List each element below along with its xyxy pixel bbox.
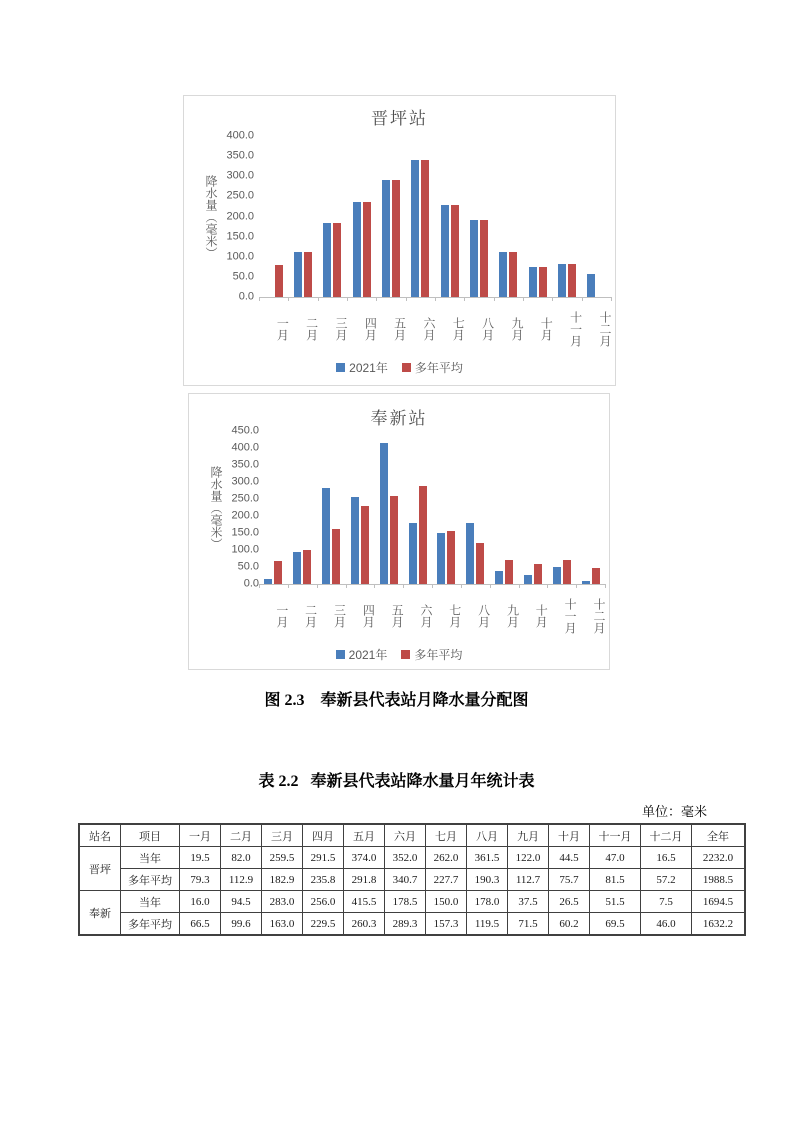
table-header-cell: 八月 [467,824,508,847]
bar-2021年 [553,567,561,585]
bar-group [288,136,317,297]
x-tick-label: 十月 [534,604,549,628]
axis-tick [552,297,553,301]
bar-2021年 [499,252,507,297]
x-tick-label: 六月 [421,317,436,341]
x-axis-labels [259,591,605,641]
bar-多年平均 [304,252,312,297]
bar-2021年 [587,274,595,297]
table-header-cell: 全年 [692,824,746,847]
legend-swatch [336,363,345,372]
table-header-cell: 站名 [79,824,121,847]
bar-2021年 [558,264,566,297]
axis-tick [403,584,404,588]
bar-2021年 [437,533,445,584]
table-header-cell: 七月 [426,824,467,847]
axis-tick [582,297,583,301]
bar-多年平均 [447,531,455,584]
chart-box-fengxin-station [188,393,610,670]
bar-group [376,136,405,297]
value-cell: 26.5 [549,891,590,913]
value-cell: 81.5 [590,869,641,891]
value-cell: 178.5 [385,891,426,913]
value-cell: 57.2 [641,869,692,891]
bar-group [547,431,576,584]
table-header-cell: 十二月 [641,824,692,847]
bar-多年平均 [563,560,571,584]
x-tick-label: 十一月 [568,311,583,347]
bar-2021年 [441,205,449,297]
axis-tick [435,297,436,301]
bar-多年平均 [421,160,429,297]
x-tick-label: 二月 [304,317,319,341]
value-cell: 99.6 [221,913,262,936]
table-header-cell: 一月 [180,824,221,847]
value-cell: 7.5 [641,891,692,913]
bar-group [288,431,317,584]
rainfall-statistics-table [78,823,746,936]
x-tick-label: 五月 [390,604,405,628]
y-axis-tick-labels [214,129,254,303]
x-tick-label: 七月 [451,317,466,341]
value-cell: 260.3 [344,913,385,936]
bar-group [406,136,435,297]
value-cell: 71.5 [508,913,549,936]
bar-2021年 [380,443,388,584]
y-tick-label: 50.0 [232,270,254,283]
item-cell: 当年 [121,891,180,913]
bar-group [461,431,490,584]
value-cell: 112.7 [508,869,549,891]
table-row [79,847,745,869]
axis-tick [605,584,606,588]
x-axis-ticks [259,584,605,588]
bar-group [435,136,464,297]
bar-group [490,431,519,584]
x-tick-label: 九月 [509,317,524,341]
x-axis-labels [259,304,611,354]
x-tick-label: 十一月 [563,598,578,634]
bar-多年平均 [509,252,517,297]
bar-多年平均 [392,180,400,297]
bar-group [318,136,347,297]
legend-label: 多年平均 [414,361,463,375]
value-cell: 51.5 [590,891,641,913]
bar-多年平均 [505,560,513,584]
value-cell: 291.8 [344,869,385,891]
axis-tick [288,584,289,588]
axis-tick [346,584,347,588]
value-cell: 150.0 [426,891,467,913]
bar-多年平均 [361,506,369,584]
value-cell: 94.5 [221,891,262,913]
value-cell: 2232.0 [692,847,746,869]
x-tick-label: 六月 [418,604,433,628]
legend-label: 2021年 [349,361,388,375]
x-tick-label: 一月 [275,317,290,341]
table-row [79,869,745,891]
x-tick-label: 八月 [476,604,491,628]
bar-group [317,431,346,584]
item-cell: 当年 [121,847,180,869]
y-tick-label: 150.0 [226,230,254,243]
y-tick-label: 350.0 [226,149,254,162]
unit-label: 单位：毫米 [641,804,707,819]
value-cell: 79.3 [180,869,221,891]
table-header-cell: 四月 [303,824,344,847]
x-tick-label: 三月 [333,317,348,341]
axis-tick [376,297,377,301]
table-row [79,913,745,936]
chart-title: 晋坪站 [371,109,428,128]
axis-tick [464,297,465,301]
value-cell: 69.5 [590,913,641,936]
bar-多年平均 [451,205,459,297]
item-cell: 多年平均 [121,913,180,936]
value-cell: 37.5 [508,891,549,913]
value-cell: 262.0 [426,847,467,869]
value-cell: 82.0 [221,847,262,869]
value-cell: 291.5 [303,847,344,869]
value-cell: 47.0 [590,847,641,869]
value-cell: 122.0 [508,847,549,869]
x-tick-label: 八月 [480,317,495,341]
table-header [79,824,745,847]
y-tick-label: 300.0 [231,475,259,488]
axis-tick [432,584,433,588]
bar-group [403,431,432,584]
bar-多年平均 [534,564,542,584]
bar-2021年 [524,575,532,584]
value-cell: 352.0 [385,847,426,869]
bar-group [582,136,611,297]
item-cell: 多年平均 [121,869,180,891]
legend-swatch [336,650,345,659]
y-tick-label: 0.0 [238,290,254,303]
x-tick-label: 十月 [539,317,554,341]
bar-多年平均 [568,264,576,297]
bar-group [374,431,403,584]
y-tick-label: 150.0 [231,526,259,539]
value-cell: 16.5 [641,847,692,869]
y-tick-label: 450.0 [231,424,259,437]
axis-tick [523,297,524,301]
table-caption: 表 2.2 奉新县代表站降水量月年统计表 [258,773,535,790]
bar-group [432,431,461,584]
bar-group [494,136,523,297]
table-row [79,891,745,913]
bar-group [345,431,374,584]
value-cell: 157.3 [426,913,467,936]
table-header-cell: 十月 [549,824,590,847]
axis-tick [259,584,260,588]
value-cell: 289.3 [385,913,426,936]
y-tick-label: 100.0 [226,250,254,263]
value-cell: 229.5 [303,913,344,936]
value-cell: 1988.5 [692,869,746,891]
y-tick-label: 350.0 [231,458,259,471]
bar-2021年 [529,267,537,297]
bar-多年平均 [333,223,341,297]
axis-tick [494,297,495,301]
value-cell: 227.7 [426,869,467,891]
x-axis-ticks [259,297,611,301]
station-cell: 奉新 [79,891,121,936]
figure-caption: 图 2.3 奉新县代表站月降水量分配图 [264,692,529,709]
bar-group [259,431,288,584]
bar-2021年 [466,523,474,584]
value-cell: 182.9 [262,869,303,891]
x-tick-label: 九月 [505,604,520,628]
table-header-cell: 五月 [344,824,385,847]
x-tick-label: 五月 [392,317,407,341]
value-cell: 259.5 [262,847,303,869]
bar-2021年 [294,252,302,297]
axis-tick [547,584,548,588]
table-header-cell: 三月 [262,824,303,847]
value-cell: 75.7 [549,869,590,891]
table-body [79,847,745,936]
axis-tick [317,584,318,588]
bar-group [552,136,581,297]
value-cell: 1694.5 [692,891,746,913]
legend-item [336,646,388,663]
value-cell: 256.0 [303,891,344,913]
legend-label: 2021年 [348,648,388,662]
value-cell: 46.0 [641,913,692,936]
chart-legend [189,646,609,663]
axis-tick [259,297,260,301]
value-cell: 44.5 [549,847,590,869]
chart-title: 奉新站 [370,409,428,428]
table-header-cell: 六月 [385,824,426,847]
bar-group [259,136,288,297]
axis-tick [347,297,348,301]
y-tick-label: 50.0 [237,560,259,573]
axis-tick [490,584,491,588]
legend-swatch [402,363,411,372]
bar-多年平均 [303,550,311,584]
value-cell: 60.2 [549,913,590,936]
bar-2021年 [470,220,478,297]
y-tick-label: 200.0 [231,509,259,522]
legend-item [336,359,388,376]
bar-多年平均 [539,267,547,297]
value-cell: 283.0 [262,891,303,913]
bar-group [464,136,493,297]
legend-item [402,359,463,376]
y-axis-tick-labels [219,424,259,590]
bar-多年平均 [480,220,488,297]
table-header-cell: 十一月 [590,824,641,847]
bar-2021年 [411,160,419,297]
value-cell: 16.0 [180,891,221,913]
bar-多年平均 [592,568,600,584]
x-tick-label: 四月 [363,317,378,341]
y-tick-label: 200.0 [226,210,254,222]
axis-tick [406,297,407,301]
x-tick-label: 十二月 [597,311,612,347]
legend-item [401,646,462,663]
y-tick-label: 250.0 [226,189,254,202]
legend-swatch [401,650,410,659]
legend-label: 多年平均 [414,648,463,662]
value-cell: 163.0 [262,913,303,936]
x-tick-label: 十二月 [591,598,606,634]
value-cell: 374.0 [344,847,385,869]
y-tick-label: 250.0 [231,492,259,505]
axis-tick [318,297,319,301]
bar-多年平均 [274,561,282,584]
bar-多年平均 [363,202,371,297]
table-header-cell: 项目 [121,824,180,847]
y-axis-title: 降水量（毫米） [209,465,223,550]
axis-tick [576,584,577,588]
bar-group [347,136,376,297]
bar-多年平均 [419,486,427,584]
value-cell: 1632.2 [692,913,746,936]
x-tick-label: 一月 [274,604,289,628]
table-header-row [79,824,745,847]
axis-tick [288,297,289,301]
y-tick-label: 400.0 [226,129,254,142]
y-tick-label: 400.0 [231,441,259,454]
bar-2021年 [293,552,301,584]
bar-2021年 [322,488,330,584]
x-tick-label: 四月 [361,604,376,628]
value-cell: 19.5 [180,847,221,869]
bar-多年平均 [275,265,283,297]
value-cell: 112.9 [221,869,262,891]
axis-tick [374,584,375,588]
x-tick-label: 七月 [447,604,462,628]
y-tick-label: 100.0 [231,543,259,556]
bar-2021年 [351,497,359,584]
y-axis-title: 降水量（毫米） [204,174,218,259]
bar-2021年 [323,223,331,297]
bar-多年平均 [476,543,484,584]
bar-group [576,431,605,584]
plot-area [259,136,611,298]
table-header-cell: 二月 [221,824,262,847]
y-tick-label: 300.0 [226,169,254,182]
value-cell: 66.5 [180,913,221,936]
station-cell: 晋坪 [79,847,121,891]
axis-tick [519,584,520,588]
value-cell: 119.5 [467,913,508,936]
x-tick-label: 三月 [332,604,347,628]
x-tick-label: 二月 [303,604,318,628]
value-cell: 190.3 [467,869,508,891]
bar-group [518,431,547,584]
bar-group [523,136,552,297]
axis-tick [611,297,612,301]
bar-2021年 [382,180,390,297]
axis-tick [461,584,462,588]
value-cell: 415.5 [344,891,385,913]
bar-多年平均 [332,529,340,584]
value-cell: 361.5 [467,847,508,869]
chart-box-jinping-station [183,95,616,386]
table-header-cell: 九月 [508,824,549,847]
bar-2021年 [353,202,361,297]
chart-legend [184,359,615,376]
bar-2021年 [495,571,503,584]
bar-多年平均 [390,496,398,585]
bar-2021年 [409,523,417,584]
value-cell: 340.7 [385,869,426,891]
plot-area [259,431,605,585]
value-cell: 235.8 [303,869,344,891]
y-tick-label: 0.0 [243,577,259,590]
value-cell: 178.0 [467,891,508,913]
